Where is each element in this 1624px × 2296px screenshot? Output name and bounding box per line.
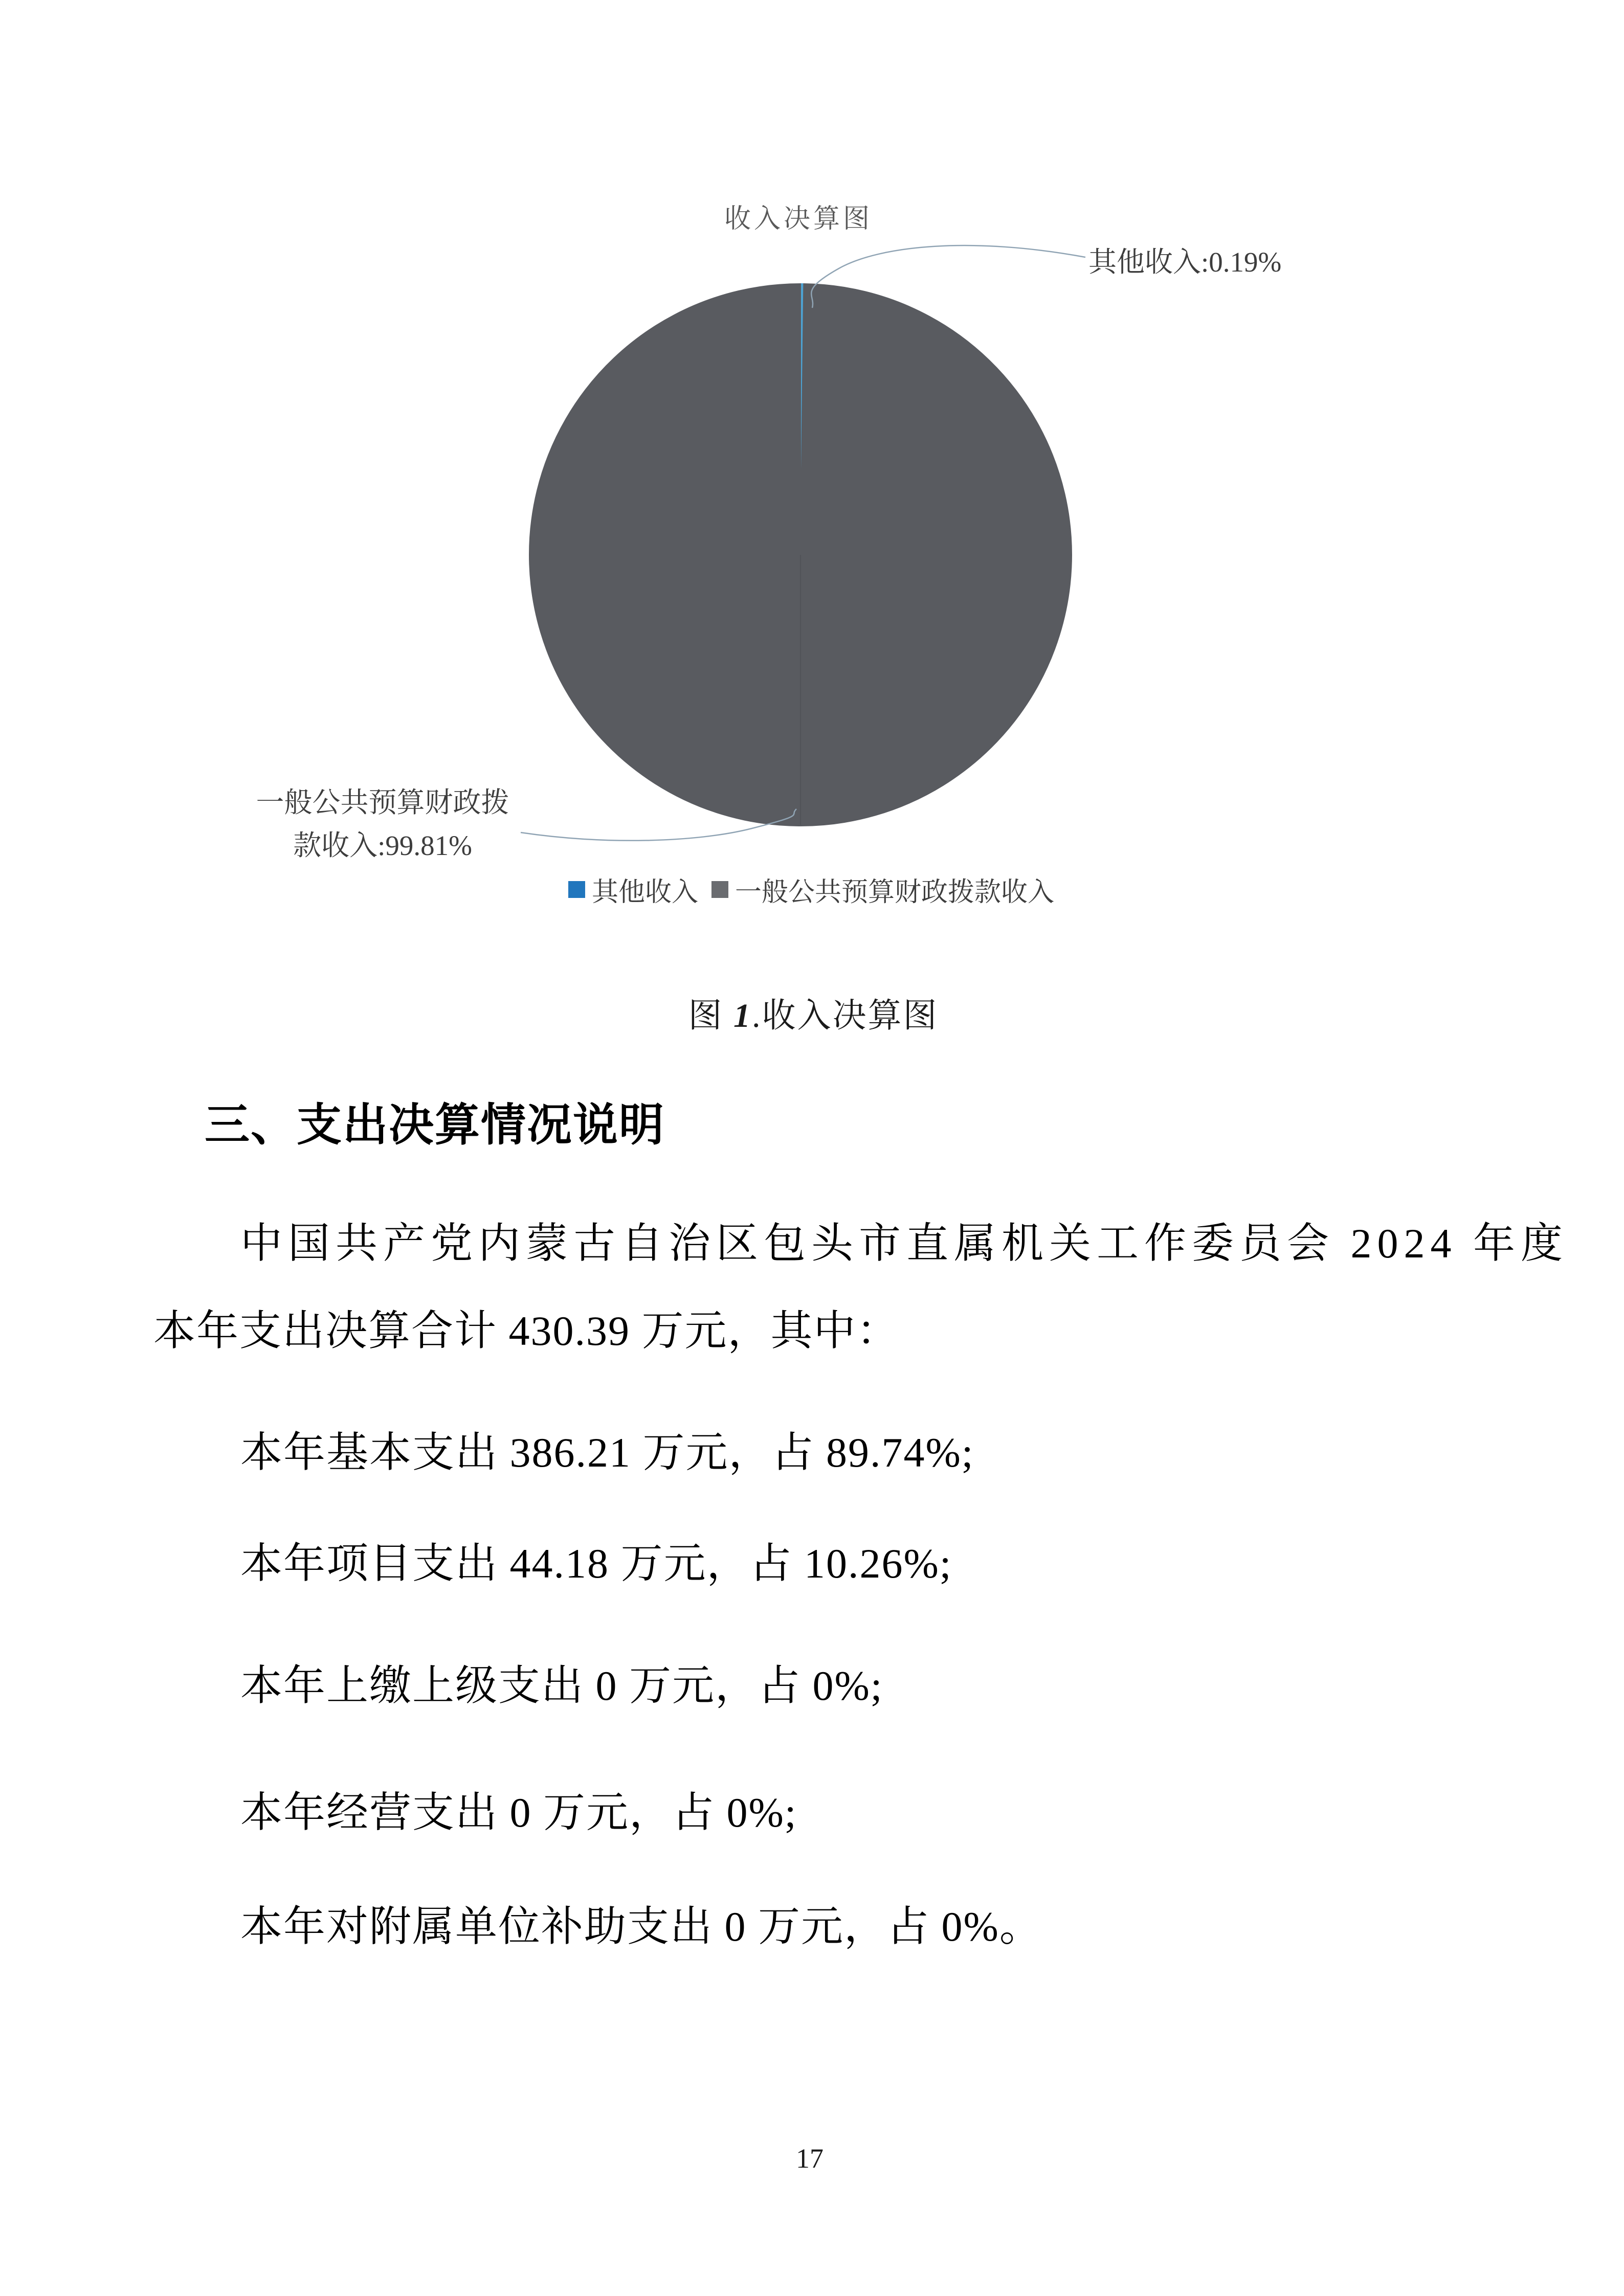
pie-label-general-income-line1: 一般公共预算财政拨 — [256, 787, 509, 818]
figure-caption-suffix: .收入决算图 — [752, 997, 939, 1034]
figure-caption — [688, 988, 939, 1037]
page-number: 17 — [796, 2143, 824, 2174]
legend-label-other-income: 其他收入 — [591, 878, 698, 907]
legend-swatch-other-income — [568, 881, 585, 898]
body-line-basic-expenditure: 本年基本支出 386.21 万元，占 89.74%; — [240, 1429, 974, 1476]
intro-line-1: 中国共产党内蒙古自治区包头市直属机关工作委员会 2024 年度 — [240, 1220, 1569, 1267]
legend-item-general-income — [711, 870, 1054, 909]
intro-line-2: 本年支出决算合计 430.39 万元，其中： — [153, 1308, 900, 1354]
legend-label-general-income: 一般公共预算财政拨款收入 — [735, 878, 1055, 907]
legend-swatch-general-income — [711, 881, 728, 898]
body-line-upturn-expenditure: 本年上缴上级支出 0 万元，占 0%; — [240, 1662, 883, 1709]
body-line-project-expenditure: 本年项目支出 44.18 万元，占 10.26%; — [240, 1540, 952, 1587]
pie-label-other-income: 其他收入:0.19% — [1088, 246, 1282, 278]
figure-caption-number: 1 — [733, 997, 752, 1034]
figure-caption-prefix: 图 — [688, 997, 733, 1034]
section-heading: 三、支出决算情况说明 — [205, 1099, 665, 1150]
pie-label-general-income-line2: 款收入:99.81% — [293, 830, 472, 861]
legend-item-other-income — [568, 870, 698, 909]
pie-label-general-income — [256, 781, 509, 867]
chart-legend — [568, 870, 1054, 909]
body-line-operating-expenditure: 本年经营支出 0 万元，占 0%; — [240, 1789, 797, 1836]
chart-title: 收入决算图 — [724, 205, 873, 234]
body-line-subsidy-expenditure: 本年对附属单位补助支出 0 万元，占 0%。 — [240, 1903, 1042, 1950]
